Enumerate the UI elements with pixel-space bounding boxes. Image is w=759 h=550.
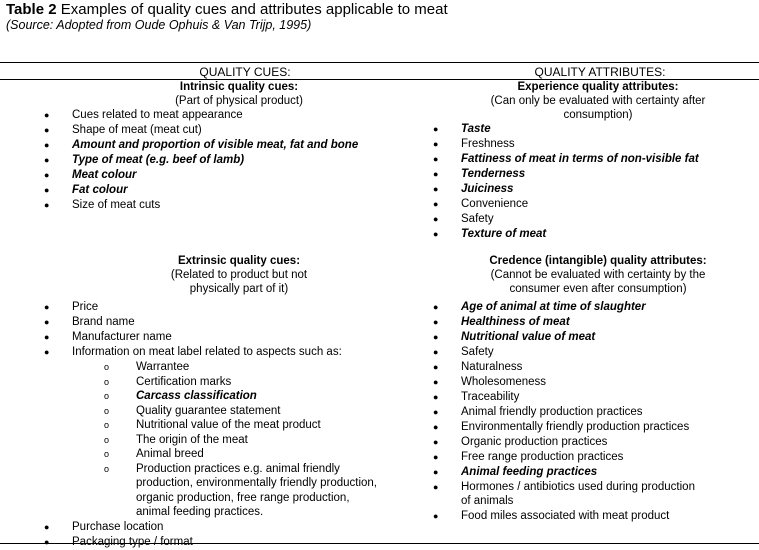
sub-list-item-production-practices: o Production practices e.g. animal friendly production, environmentally friendly production, organic production, free range production, animal feeding practices.: [104, 462, 377, 518]
sub-list-item: o Carcass classification: [104, 390, 257, 402]
intrinsic-note: (Part of physical product): [175, 95, 303, 107]
list-item-hormones: ● Hormones / antibiotics used during production of animals: [433, 481, 695, 507]
credence-title: Credence (intangible) quality attributes:: [489, 255, 707, 267]
list-item: ● Safety: [433, 346, 494, 358]
table-label: Table 2: [6, 1, 57, 18]
list-item: ● Wholesomeness: [433, 376, 547, 388]
list-item: ● Type of meat (e.g. beef of lamb): [44, 154, 245, 166]
list-item: ● Healthiness of meat: [433, 316, 570, 328]
list-item: ● Naturalness: [433, 361, 523, 373]
intrinsic-heading: [164, 80, 314, 108]
credence-note-line1: (Cannot be evaluated with certainty by the: [490, 269, 706, 281]
list-item: ● Cues related to meat appearance: [44, 109, 243, 121]
list-item: ● Traceability: [433, 391, 520, 403]
list-item: ● Freshness: [433, 138, 515, 150]
list-item: ● Animal feeding practices: [433, 466, 598, 478]
list-item: ● Nutritional value of meat: [433, 331, 596, 343]
credence-note-line2: consumer even after consumption): [509, 283, 687, 295]
list-item: ● Purchase location: [44, 520, 164, 533]
extrinsic-cues-section: [44, 254, 377, 550]
top-rule: [0, 62, 759, 63]
sub-list-item: o Warrantee: [104, 361, 190, 373]
intrinsic-list: [44, 108, 374, 213]
experience-note-line2: consumption): [563, 109, 633, 121]
list-item: ● Tenderness: [433, 168, 526, 180]
list-item: ● Animal friendly production practices: [433, 406, 643, 418]
extrinsic-heading: [164, 254, 314, 296]
list-item: ● Amount and proportion of visible meat, fat and bone: [44, 139, 359, 151]
list-item: ● Age of animal at time of slaughter: [433, 301, 646, 313]
experience-attributes-section: [433, 80, 753, 242]
list-item: ● Size of meat cuts: [44, 199, 161, 211]
list-item: ● Convenience: [433, 198, 529, 210]
list-item: ● Organic production practices: [433, 436, 608, 448]
experience-note-line1: (Can only be evaluated with certainty after: [490, 95, 706, 107]
credence-attributes-section: [433, 254, 753, 524]
extrinsic-title: Extrinsic quality cues:: [177, 255, 301, 267]
quality-attributes-header: QUALITY ATTRIBUTES:: [534, 65, 666, 79]
sub-list-item: o Quality guarantee statement: [104, 404, 281, 417]
sub-list-item: o Nutritional value of the meat product: [104, 419, 321, 431]
sub-list-item: o The origin of the meat: [104, 433, 248, 446]
list-item: ● Food miles associated with meat product: [433, 510, 670, 522]
experience-list: [433, 122, 753, 242]
list-item: ● Packaging type / format: [44, 535, 193, 548]
list-item: ● Safety: [433, 213, 494, 225]
list-item: ● Price: [44, 301, 99, 313]
credence-heading: [463, 254, 733, 296]
list-item: ● Brand name: [44, 316, 135, 328]
list-item: ● Manufacturer name: [44, 331, 172, 343]
quality-cues-header: QUALITY CUES:: [199, 65, 291, 79]
extrinsic-list: [44, 300, 377, 550]
list-item: ● Fattiness of meat in terms of non-visible fat: [433, 153, 699, 165]
list-item: ● Information on meat label related to aspects such as:: [44, 346, 342, 358]
experience-heading: [473, 80, 723, 122]
table-source: (Source: Adopted from Oude Ophuis & Van Trijp, 1995): [6, 18, 312, 32]
extrinsic-note-line1: (Related to product but not: [170, 269, 308, 281]
list-item: ● Fat colour: [44, 184, 128, 196]
intrinsic-title: Intrinsic quality cues:: [179, 81, 299, 93]
sub-list-item: o Animal breed: [104, 448, 204, 460]
list-item: ● Environmentally friendly production practices: [433, 421, 690, 433]
list-item: ● Juiciness: [433, 183, 514, 195]
table-caption: [6, 1, 448, 18]
list-item: ● Texture of meat: [433, 228, 547, 240]
intrinsic-cues-section: [44, 80, 374, 213]
experience-title: Experience quality attributes:: [517, 81, 679, 93]
table-title: Examples of quality cues and attributes applicable to meat: [60, 1, 448, 18]
list-item: ● Free range production practices: [433, 451, 624, 463]
list-item: ● Taste: [433, 123, 491, 135]
list-item: ● Shape of meat (meat cut): [44, 124, 202, 136]
list-item: ● Meat colour: [44, 169, 137, 181]
extrinsic-note-line2: physically part of it): [189, 283, 289, 295]
sub-list-item: o Certification marks: [104, 375, 232, 388]
credence-list: [433, 300, 753, 524]
